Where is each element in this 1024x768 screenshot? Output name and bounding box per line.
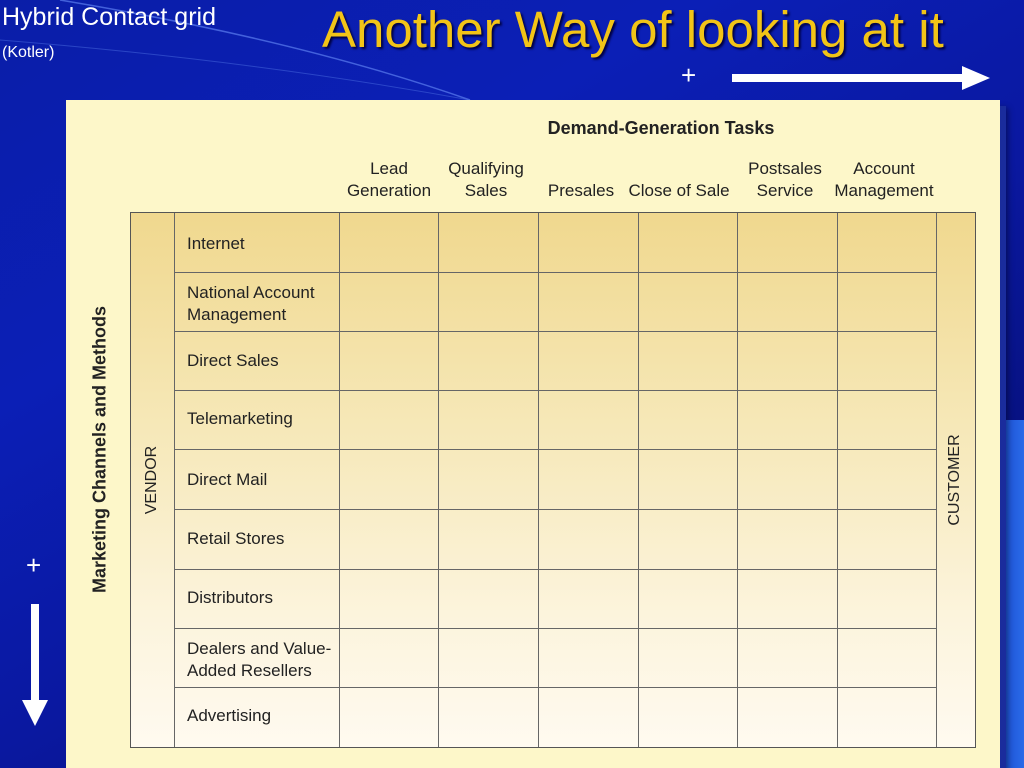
corner-title: Hybrid Contact grid [2,3,216,31]
grid-line [936,213,937,747]
tasks-heading: Demand-Generation Tasks [547,118,775,138]
rows-heading: Marketing Channels and Methods [89,305,110,594]
grid-line [174,331,936,332]
contact-grid-panel [66,100,1000,768]
column-header-presales: Presales [547,181,615,200]
edge-accent [1006,420,1024,768]
grid-line [837,213,838,747]
contact-grid [130,212,976,748]
grid-line [174,449,936,450]
column-header-account-management: Account Management [834,159,934,200]
row-label-dealers-value-added-resellers: Dealers and Value- Added Resellers [187,639,332,680]
grid-line [174,272,936,273]
row-label-national-account-management: National Account Management [187,283,315,324]
grid-line [174,569,936,570]
row-label-direct-sales: Direct Sales [187,351,279,370]
grid-line [174,390,936,391]
corner-subtitle: (Kotler) [2,44,55,61]
grid-line [538,213,539,747]
grid-line [174,687,936,688]
arrow-right-icon [732,64,992,92]
row-label-retail-stores: Retail Stores [187,529,285,548]
vendor-label: VENDOR [143,445,160,515]
plus-sign-horizontal: + [681,60,697,90]
grid-line [438,213,439,747]
row-label-telemarketing: Telemarketing [187,409,293,428]
grid-line [638,213,639,747]
row-label-distributors: Distributors [187,588,273,607]
slide-title: Another Way of looking at it [322,1,944,58]
row-label-direct-mail: Direct Mail [187,470,268,489]
row-label-advertising: Advertising [187,706,272,725]
plus-sign-vertical: + [26,550,42,580]
grid-line [737,213,738,747]
column-header-close-of-sale: Close of Sale [628,181,730,200]
column-header-postsales-service: Postsales Service [748,159,822,200]
column-header-lead-generation: Lead Generation [346,159,432,200]
grid-line [174,213,175,747]
row-label-internet: Internet [187,234,245,253]
customer-label: CUSTOMER [946,434,963,526]
column-header-qualifying-sales: Qualifying Sales [448,159,524,200]
arrow-down-icon [20,604,50,728]
grid-line [174,628,936,629]
grid-line [174,509,936,510]
